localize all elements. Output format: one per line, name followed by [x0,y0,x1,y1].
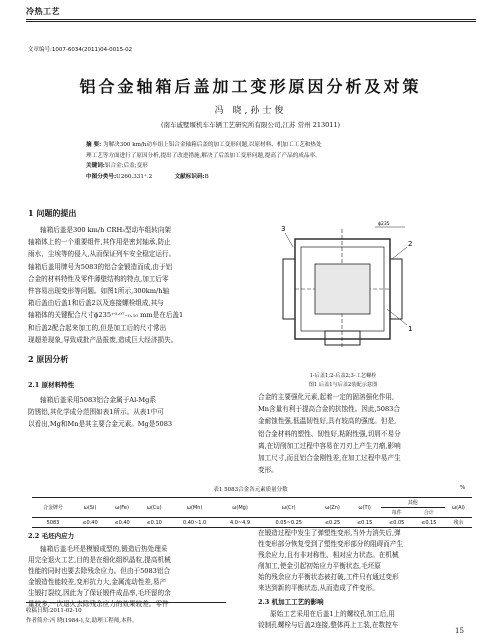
figure-legend: 1-后盖1;2-后盖2;3-工艺螺栓 [309,373,377,379]
right-column-line: 变形。 [258,466,278,475]
section-1-line: 和后盖2配合起来加工的,但是加工后的尺寸常出 [28,323,167,332]
section-1-line: 现超差现象,导致成批产品报废,造成巨大经济损失。 [28,335,178,344]
keywords-line [86,161,421,172]
callout-1: 1 [408,325,413,333]
table-cell: ≤0.40 [74,518,106,528]
table-cell: ≤0.15 [349,518,381,528]
header-cell: ω(Zn) [316,498,348,518]
clc-code: U260.331⁺.2 [116,173,153,180]
section-2-3-line: 铰制孔螺栓与后盖2连接,整体再上工装,在数控车 [258,621,399,629]
abstract-block [86,140,421,182]
table-cell: 4.0~4.9 [219,518,261,528]
doc-code-label: 文献标识码: [174,173,205,180]
section-2-2-line: 轴箱后盖毛坯是模锻成型的,锻造后热处理采 [40,545,168,553]
section-1-line: 轴箱后盖用牌号为5083的铝合金锻造而成,由于铝 [28,262,173,271]
subheader-cell: 合计 [423,510,434,516]
table-header-row [32,498,472,508]
clc-label: 中图分类号: [86,173,117,180]
leader-3 [285,233,293,247]
section-2-1-line: 轴箱后盖采用5083铝合金属于Al-Mg系 [40,396,156,404]
section-2-2-heading: 2.2 毛坯内应力 [28,532,75,540]
header-cell: ω(Cu) [138,498,170,518]
header-cell: 合金牌号 [32,498,74,518]
right-column-line: 加工尺寸,而且铝合金刚性差,在加工过程中易产生 [258,454,401,463]
figure-base [325,331,360,345]
leader-2 [392,247,407,259]
section-1-body [28,224,242,346]
callout-2: 2 [408,240,413,248]
section-2-1-body [28,394,242,431]
table-cell: 残余 [445,518,472,528]
header-cell: ω(Cr) [261,498,316,518]
header-cell: ω(Si) [74,498,106,518]
section-2-2-right-line: 在锻造过程中发生了弹塑性变形,当外力消失后,弹 [258,529,401,537]
section-2-2-line: 生锻打裂纹,因此为了保证锻件成品率,毛坯留的余 [28,589,171,597]
section-2-3-line: 原始工艺采用在后盖1上的螺纹孔加工后,用 [270,610,395,618]
keywords-label: 关键词: [86,163,105,169]
section-1-line: 合金的材料特性及零件薄壁结构的特点,加工后零 [28,274,169,283]
section-1-line: 件容易出现变形等问题。如图1所示,300km/h轴 [28,287,170,296]
section-2-2-line: 性能的同时也要去除残余应力。但由于5083铝合 [28,567,171,575]
section-2-2-right-line: 来达到新的平衡状态,从而造成了件变形。 [258,584,379,592]
right-column-body [258,391,472,476]
section-1-line: 轴箱体的关键配合尺寸ϕ235⁺⁰·⁰⁷₋₀.₁₀ mm是在后盖1 [28,311,184,320]
dimension-label: ϕ235 [378,222,390,227]
header-cell: ω(Mn) [170,498,219,518]
section-1-heading: 1 问题的提出 [28,208,77,218]
section-1-line: 轴箱后盖是300 km/h CRH₃型动车组转向架 [40,226,172,234]
section-2-2-right-line: 削加工,使金引起初始应力平衡状态,毛坯原 [258,562,381,570]
section-2-1-heading: 2.1 原材料特性 [28,381,75,389]
page-number: 15 [455,627,464,635]
table-row [32,518,472,528]
doc-code: B [204,173,209,180]
right-column-line: 离,在切削加工过程中容易在刀刃上产生刀瘤,影响 [258,441,401,450]
paper-title: 铝合金轴箱后盖加工变形原因分析及对策 [79,77,422,96]
table-cell: ≤0.10 [138,518,170,528]
section-2-1-line: 防锈铝,其化学成分范围如表1所示。从表1中可 [28,408,164,417]
header-rule-thin [26,21,476,22]
keywords: 铝合金;后盖;变形 [104,163,148,169]
section-2-2-right-line: 残余应力,且有非对称性、相对应力状态。在机械 [258,551,399,559]
section-2-2-body [28,544,242,610]
table-cell: ≤0.40 [106,518,138,528]
footnote-rule [26,602,226,603]
assembly-figure [255,219,425,364]
right-column-line: 合金的主要强化元素,起着一定的固溶强化作用, [258,393,395,401]
subheader-cell: 每件 [391,510,402,516]
figure-flange-left [283,259,295,319]
section-2-2-line: 量较多,一次退火去除残余应力的效果较差。零件 [28,600,169,608]
table-cell: ≤0.05 [381,518,413,528]
abstract-label: 摘 要: [86,142,102,148]
author-bio: 作者简介:冯 晓(1984-),女,助理工程师,本科。 [26,618,138,624]
section-2-1-line: 以看出,Mg和Mn是其主要合金元素。Mg是5083 [28,420,173,429]
authors: 冯 晓,孙士俊 [214,106,287,116]
section-1-line: 雨水、尘埃等的侵入,从而保证列车安全稳定运行。 [28,250,176,259]
section-1-line: 轴箱体上的一个重要组件,其作用是密封轴承,防止 [28,238,171,247]
abstract-text-1: 为解决300 km/h动车组上铝合金轴箱后盖的加工变形问题,以原材料、机加工工艺和热处 [102,142,322,148]
table-cell: 0.05~0.25 [261,518,316,528]
article-number: 文章编号:1007-6034(2011)04-0015-02 [28,47,133,53]
composition-table [32,497,472,528]
section-2-heading: 2 原因分析 [28,354,69,364]
right-column-line: 金耐蚀性强,低温韧性好,具有较高的强度。但是, [258,417,397,426]
abstract-line-2: 理工艺等方面进行了原因分析,提出了改进措施,解决了后盖加工变形问题,提高了产品的成品率。 [86,152,321,159]
section-2-2-line: 用完全退火工艺,目的是在细化组织晶粒,提高机械 [28,556,171,564]
section-2-2-right-line: 始的残余应力平衡状态被打破,工件只有通过变形 [258,573,399,581]
header-cell-other: 其他 [381,498,445,508]
section-2-2-right-body [258,528,472,594]
section-1-line: 箱后盖由后盖1和后盖2以及连接螺栓组成,其与 [28,299,164,308]
figure-flange-right [390,259,402,319]
right-column-line: Mn含量有利于提高合金的抗蚀性。因此,5083合 [258,405,400,414]
journal-header: 冷热工艺 [26,6,60,16]
figure-title: 图1 后盖1与后盖2装配示意图 [308,382,378,388]
header-cell: ω(Ti) [349,498,381,518]
figure-bore [315,264,370,314]
header-cell: ω(Mg) [219,498,261,518]
table-cell: 0.40~1.0 [170,518,219,528]
header-rule [26,19,476,20]
table-cell: ≤0.15 [413,518,445,528]
right-column-line: 铝合金材料的塑性、韧性好,粘附性强,切屑不易分 [258,429,401,438]
table-unit: % [460,485,466,491]
affiliation: (南车戚墅堰机车车辆工艺研究所有限公司,江苏 常州 213011) [160,121,341,129]
figure-caption [248,372,438,390]
section-2-2-right-line: 性变形部分恢复受到了塑性变形部分的阻碍而产生 [258,540,404,548]
section-2-2-line: 金锻造性能较差,变形抗力大,金属流动性差,易产 [28,578,167,586]
header-cell: ω(Fe) [106,498,138,518]
table-cell: 5083 [32,518,74,528]
section-2-3-heading: 2.3 机加工工艺的影响 [258,598,324,606]
received-date: 收稿日期:2011-02-10 [26,608,82,614]
table-cell: ≤0.25 [316,518,348,528]
header-cell: ω(Al) [445,498,472,518]
section-2-3-body [258,609,472,631]
table-caption: 表1 5083合金各元素质量分数 [213,487,288,493]
callout-3: 3 [281,225,286,233]
abstract-line-1 [86,140,421,151]
classification-line [86,172,421,183]
